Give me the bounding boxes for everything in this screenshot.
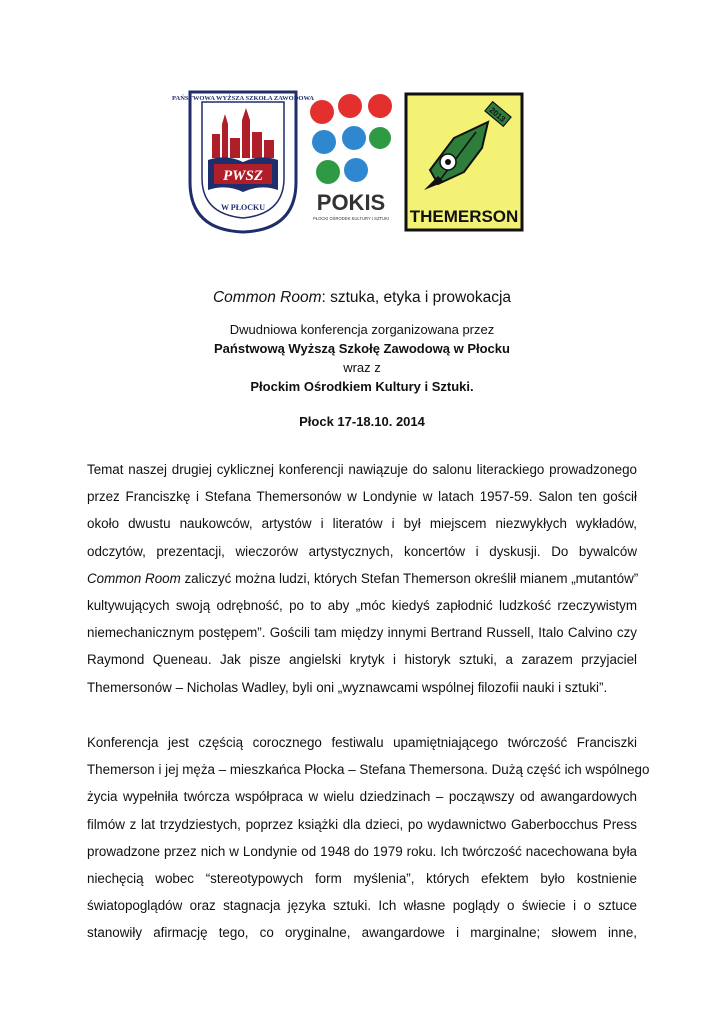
p1-line: Raymond Queneau. Jak pisze angielski krytyk i historyk sztuki, a zarazem przyjaciel <box>87 652 637 668</box>
p1-line: Temat naszej drugiej cyklicznej konferencji nawiązuje do salonu literackiego prowadzonego <box>87 462 637 477</box>
pwsz-center-text: PWSZ <box>222 168 264 184</box>
title-italic: Common Room <box>212 289 322 306</box>
title-rest: : sztuka, etyka i prowokacja <box>321 289 512 306</box>
pwsz-ring-text: PAŃSTWOWA WYŻSZA SZKOŁA ZAWODOWA <box>172 95 314 102</box>
p1-line-rest: zaliczyć można ludzi, których Stefan Themerson określił mianem „mutantów” <box>180 570 639 586</box>
event-date: Płock 17-18.10. 2014 <box>299 414 425 429</box>
document-title <box>0 289 724 307</box>
paragraph-2 <box>87 729 650 947</box>
p2-line: Themerson i jej męża – mieszkańca Płocka – Stefana Themersona. Dużą część ich wspólnego <box>87 762 650 778</box>
p1-line: około dwustu naukowców, artystów i literatów i był miejscem niezwykłych wykładów, <box>87 516 637 532</box>
pwsz-logo <box>172 88 314 234</box>
themerson-logo <box>404 92 524 232</box>
p1-line: niemechanicznym postępem”. Gościli tam między innymi Bertrand Russell, Italo Calvino czy <box>87 625 637 641</box>
p2-line: prowadzone przez nich w Londynie od 1948 do 1979 roku. Ich twórczość nacechowana była <box>87 843 637 859</box>
p1-line: odczytów, prezentacji, wieczorów artystycznych, koncertów i dyskusji. Do bywalców <box>87 543 637 559</box>
subtitle-line-3: wraz z <box>343 360 381 375</box>
pokis-tagline: PŁOCKI OŚRODEK KULTURY I SZTUKI <box>312 216 390 221</box>
pokis-logo <box>304 92 398 222</box>
p2-line: życia wypełniła twórcza współpraca w wielu dziedzinach – począwszy od awangardowych <box>87 789 637 805</box>
themerson-name: THEMERSON <box>409 207 519 226</box>
p1-italic: Common Room <box>87 570 181 586</box>
themerson-badge: 2013 <box>487 105 508 124</box>
p2-line: niechęcią wobec “stereotypowych form myślenia”, których efektem było kostnienie <box>87 871 637 887</box>
logos-row <box>172 88 524 234</box>
pokis-name: POKIS <box>316 190 386 215</box>
p1-line: kultywujących swoją odrębność, po to aby „móc kiedyś zapłodnić ludzkość rzeczywistym <box>87 598 637 614</box>
organizer-name: Państwową Wyższą Szkołę Zawodową w Płocku <box>214 341 510 356</box>
p1-line: przez Franciszkę i Stefana Themersonów w Londynie w latach 1957-59. Salon ten gościł <box>87 489 637 505</box>
p1-line: Themersonów – Nicholas Wadley, byli oni „wyznawcami wspólnej filozofii nauki i sztuki”. <box>87 679 608 695</box>
paragraph-1 <box>87 456 637 701</box>
partner-name: Płockim Ośrodkiem Kultury i Sztuki. <box>250 379 474 394</box>
p2-line: stanowiły afirmację tego, co oryginalne, awangardowe i marginalne; słowem inne, <box>87 925 637 941</box>
p2-line: filmów z lat trzydziestych, poprzez książki dla dzieci, po wydawnictwo Gaberbocchus Press <box>87 816 637 832</box>
p2-line: światopoglądów oraz stagnacja języka sztuki. Ich własne poglądy o świecie i o sztuce <box>87 898 637 914</box>
subtitle-line-1: Dwudniowa konferencja zorganizowana przez <box>229 322 495 337</box>
p2-line: Konferencja jest częścią corocznego festiwalu upamiętniającego twórczość Franciszki <box>87 735 637 750</box>
pwsz-bottom-text: W PŁOCKU <box>220 203 266 212</box>
p1-line <box>87 565 637 592</box>
